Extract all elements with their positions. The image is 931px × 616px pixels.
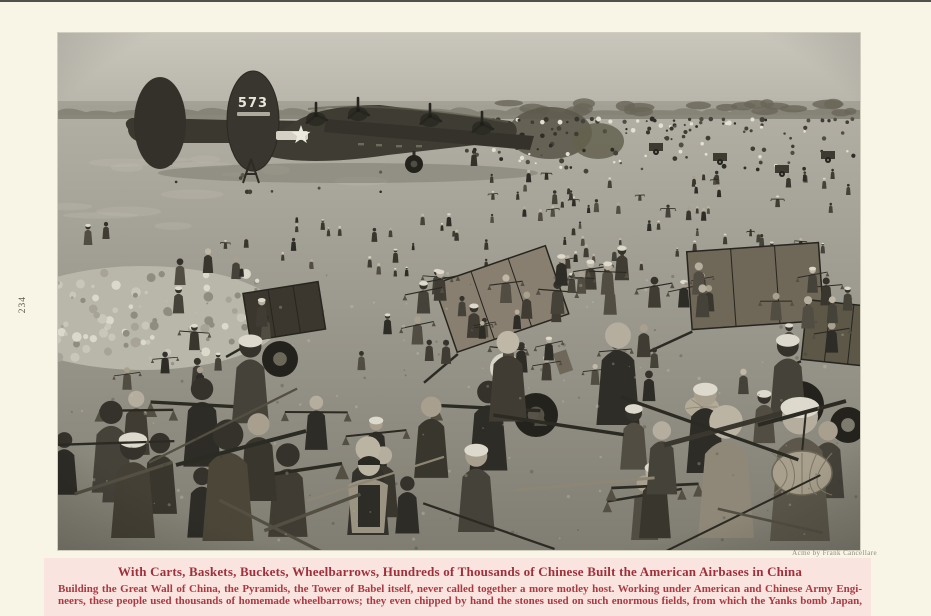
- photo-credit: Acme by Frank Cancellare: [792, 549, 877, 557]
- photograph-airbase-construction: [58, 33, 860, 550]
- page-number: 234: [18, 296, 28, 314]
- photo-vignette: [58, 33, 860, 550]
- caption-title: With Carts, Baskets, Buckets, Wheelbarrows, Hundreds of Thousands of Chinese Built the American Airbases in China: [117, 564, 803, 579]
- photo-scene: [58, 33, 860, 550]
- page-top-rule: [0, 0, 931, 2]
- caption-box: [44, 558, 871, 616]
- caption-body-line1: Building the Great Wall of China, the Pyramids, the Tower of Babel itself, never called together a more motley host. Working under American and Chinese Army Engi-: [58, 583, 862, 595]
- caption-body-line2: neers, these people used thousands of homemade wheelbarrows; they even chipped by hand the stones used on such enormous fields, from which the Yanks bomb Japan,: [58, 595, 862, 607]
